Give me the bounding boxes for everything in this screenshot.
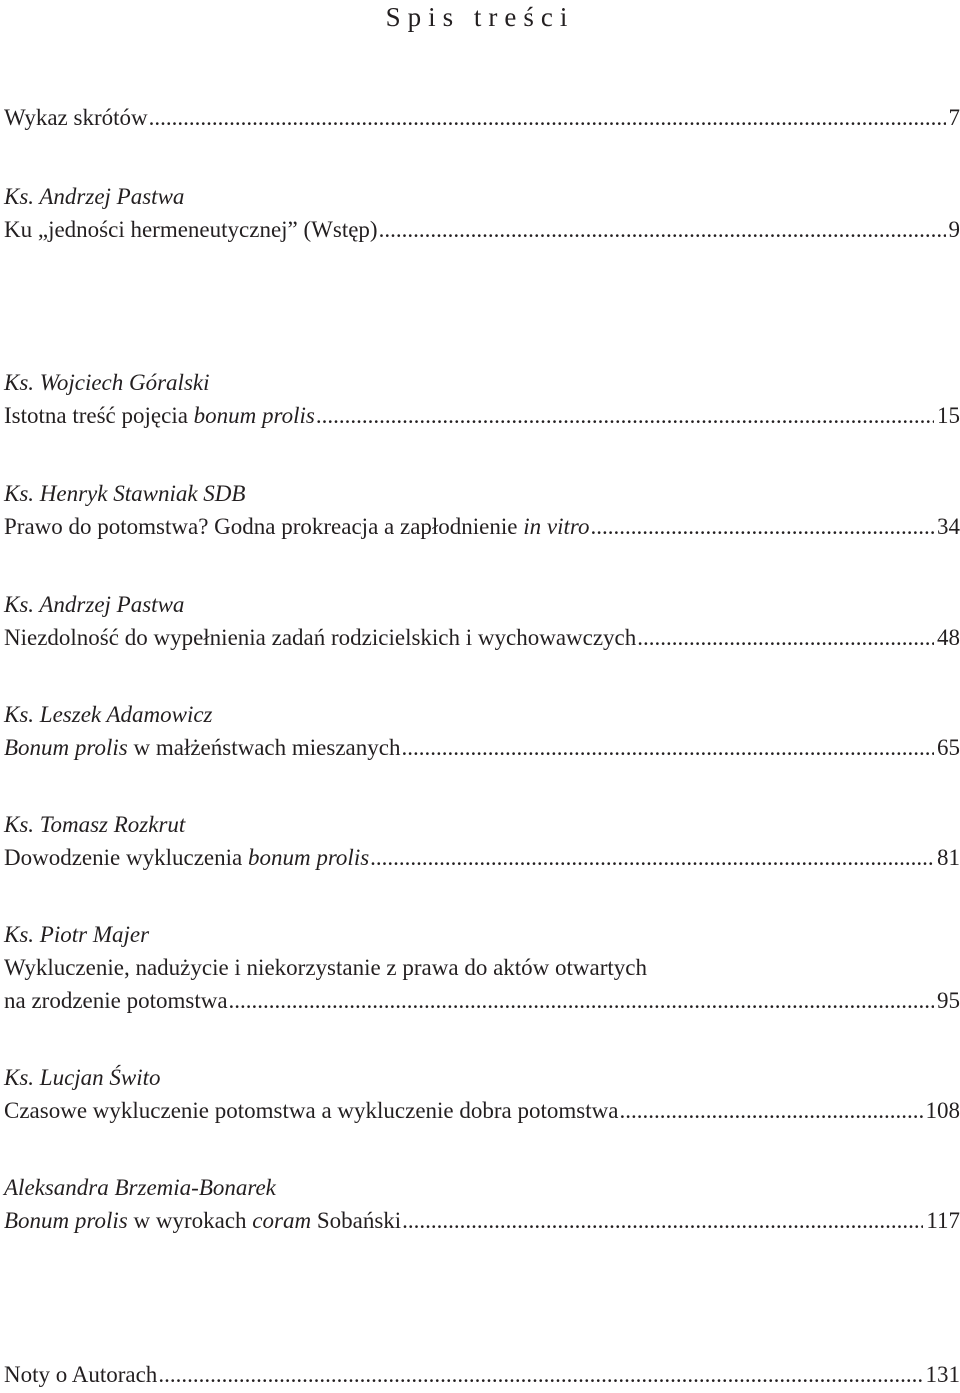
toc-title: Istotna treść pojęcia bonum prolis (4, 403, 315, 428)
toc-title: Noty o Autorach (4, 1362, 158, 1387)
toc-page-number: 117 (926, 1208, 960, 1233)
toc-title: Bonum prolis w małżeństwach mieszanych (4, 735, 401, 760)
leader-dots (637, 621, 934, 654)
toc-title: Ku „jedności hermeneutycznej” (Wstęp) (4, 217, 378, 242)
toc-page-number: 81 (937, 845, 960, 870)
toc-entry-goralski[interactable] (4, 366, 960, 432)
toc-entry-stawniak[interactable] (4, 477, 960, 543)
leader-dots (402, 1204, 923, 1237)
toc-page-number: 65 (937, 735, 960, 760)
toc-title: Bonum prolis w wyrokach coram Sobański (4, 1208, 402, 1233)
toc-entry-brzemia-bonarek[interactable] (4, 1171, 960, 1237)
toc-entry-abbreviations[interactable] (4, 101, 960, 134)
leader-dots (149, 101, 946, 134)
leader-dots (316, 399, 934, 432)
toc-page-number: 48 (937, 625, 960, 650)
toc-author: Ks. Wojciech Góralski (4, 370, 210, 395)
toc-entry-majer[interactable] (4, 918, 960, 1017)
toc-author: Ks. Piotr Majer (4, 922, 150, 947)
toc-entry-swito[interactable] (4, 1061, 960, 1127)
toc-author: Ks. Andrzej Pastwa (4, 184, 185, 209)
toc-title: Wykaz skrótów (4, 105, 148, 130)
leader-dots (619, 1094, 922, 1127)
toc-title: Dowodzenie wykluczenia bonum prolis (4, 845, 370, 870)
toc-author: Ks. Lucjan Świto (4, 1065, 161, 1090)
toc-page-number: 108 (925, 1098, 960, 1123)
toc-page-number: 131 (925, 1362, 960, 1387)
toc-title: na zrodzenie potomstwa (4, 988, 228, 1013)
toc-entry-pastwa[interactable] (4, 588, 960, 654)
toc-entry-rozkrut[interactable] (4, 808, 960, 874)
toc-author: Ks. Henryk Stawniak SDB (4, 481, 246, 506)
toc-page-number: 15 (937, 403, 960, 428)
leader-dots (379, 213, 946, 246)
page-title: Spis treści (385, 2, 575, 32)
toc-entry-adamowicz[interactable] (4, 698, 960, 764)
toc-page-number: 7 (948, 105, 960, 130)
leader-dots (158, 1358, 922, 1391)
leader-dots (590, 510, 934, 543)
toc-title: Prawo do potomstwa? Godna prokreacja a zapłodnienie in vitro (4, 514, 590, 539)
toc-title-line: Wykluczenie, nadużycie i niekorzystanie z prawa do aktów otwartych (4, 955, 647, 980)
toc-title: Niezdolność do wypełnienia zadań rodzicielskich i wychowawczych (4, 625, 637, 650)
toc-author: Aleksandra Brzemia-Bonarek (4, 1175, 276, 1200)
toc-author: Ks. Tomasz Rozkrut (4, 812, 186, 837)
toc-page-number: 9 (948, 217, 960, 242)
toc-entry-author-notes[interactable] (4, 1358, 960, 1391)
toc-author: Ks. Leszek Adamowicz (4, 702, 213, 727)
toc-page-number: 34 (937, 514, 960, 539)
leader-dots (401, 731, 934, 764)
toc-author: Ks. Andrzej Pastwa (4, 592, 185, 617)
toc-entry-introduction[interactable] (4, 180, 960, 246)
toc-page-number: 95 (937, 988, 960, 1013)
leader-dots (370, 841, 934, 874)
toc-title: Czasowe wykluczenie potomstwa a wykluczenie dobra potomstwa (4, 1098, 619, 1123)
leader-dots (229, 984, 934, 1017)
